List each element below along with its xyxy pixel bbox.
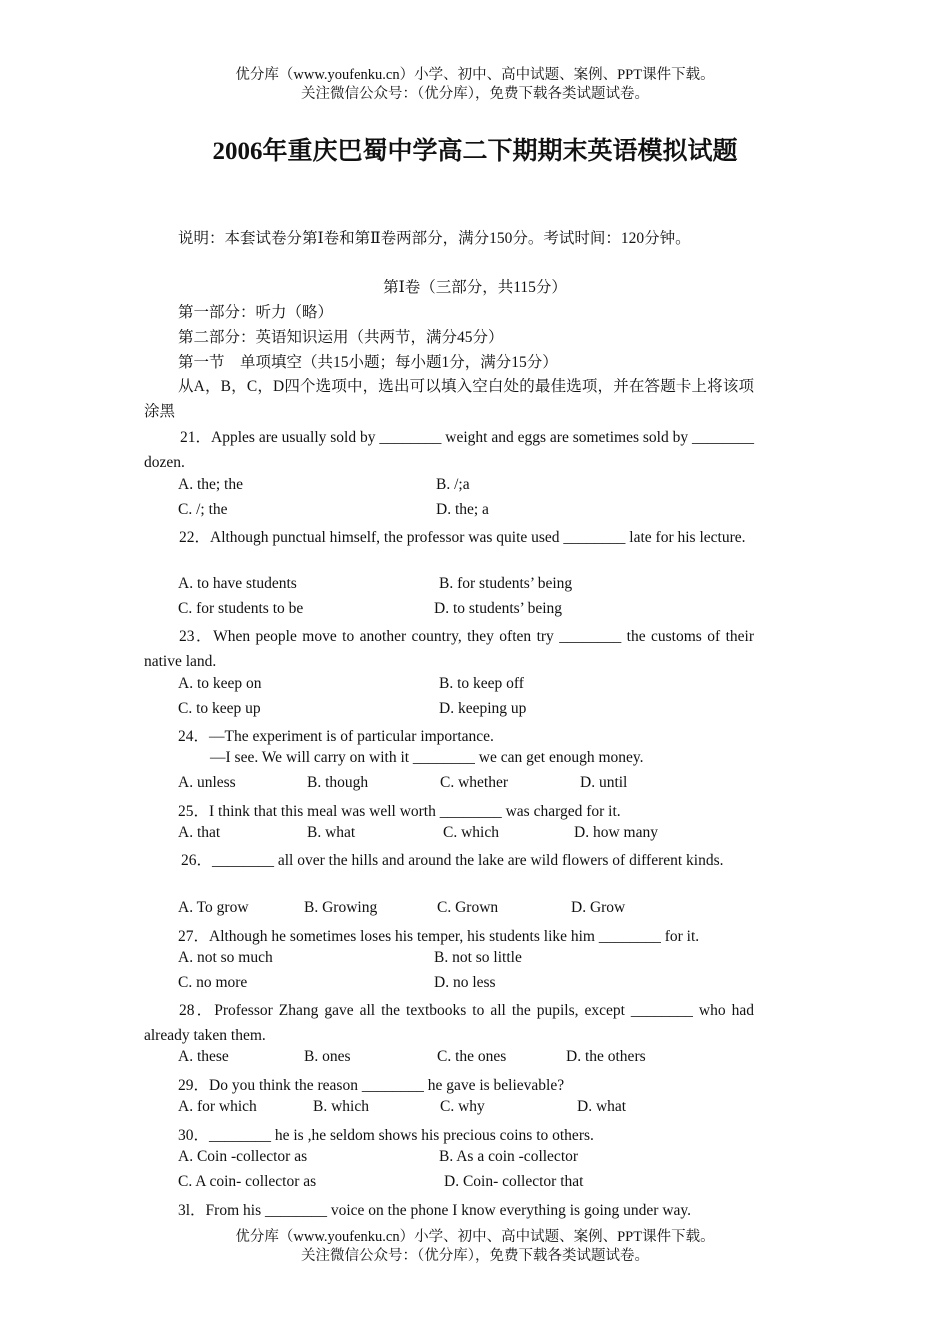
q24-option-b: B. though: [307, 774, 369, 791]
q29-option-b: B. which: [313, 1098, 369, 1115]
q26-option-d: D. Grow: [571, 899, 626, 916]
header-line-1: 优分库（www.youfenku.cn）小学、初中、高中试题、案例、PPT课件下载。: [235, 67, 715, 83]
q24-option-a: A. unless: [178, 774, 236, 791]
exam-instructions: 说明：本套试卷分第Ⅰ卷和第Ⅱ卷两部分，满分150分。考试时间：120分钟。: [178, 230, 691, 247]
footer-line-2: 关注微信公众号：（优分库），免费下载各类试题试卷。: [301, 1248, 649, 1264]
q27-option-a: A. not so much: [178, 949, 273, 966]
part2-heading: 第二部分：英语知识运用（共两节，满分45分）: [178, 329, 504, 346]
question-29-stem: 29．Do you think the reason ________ he gave is believable?: [178, 1077, 565, 1094]
q21-option-a: A. the; the: [178, 476, 243, 493]
question-28-stem: 28．Professor Zhang gave all the textbooks to all the pupils, except ________ who had already taken them.: [144, 1002, 754, 1044]
part1-heading: 第一部分：听力（略）: [178, 304, 334, 321]
q28-option-c: C. the ones: [437, 1048, 507, 1065]
q24-option-d: D. until: [580, 774, 628, 791]
q22-option-b: B. for students’ being: [439, 575, 573, 592]
question-31-stem: 3l．From his ________ voice on the phone I know everything is going under way.: [178, 1202, 692, 1219]
directions: 从A，B，C，D四个选项中，选出可以填入空白处的最佳选项，并在答题卡上将该项涂黑: [144, 378, 754, 420]
q23-option-b: B. to keep off: [439, 675, 524, 692]
q25-option-d: D. how many: [574, 824, 658, 841]
question-22-stem: 22．Although punctual himself, the professor was quite used ________ late for his lecture.: [179, 529, 746, 546]
volume-heading: 第Ⅰ卷（三部分，共115分）: [383, 279, 567, 296]
section1-heading: 第一节 单项填空（共15小题；每小题1分，满分15分）: [178, 354, 558, 371]
q24-option-c: C. whether: [440, 774, 509, 791]
q28-option-a: A. these: [178, 1048, 229, 1065]
q30-option-c: C. A coin- collector as: [178, 1173, 317, 1190]
q30-option-d: D. Coin- collector that: [444, 1173, 584, 1190]
q21-option-c: C. /; the: [178, 501, 228, 518]
question-24-stem: 24．—The experiment is of particular importance.: [178, 728, 494, 745]
q21-option-d: D. the; a: [436, 501, 489, 518]
q29-option-d: D. what: [577, 1098, 627, 1115]
q30-option-a: A. Coin -collector as: [178, 1148, 308, 1165]
q26-option-c: C. Grown: [437, 899, 499, 916]
question-26-stem: 26．________ all over the hills and around the lake are wild flowers of different kinds.: [181, 852, 724, 869]
page-title: 2006年重庆巴蜀中学高二下期期末英语模拟试题: [212, 138, 738, 165]
q21-option-b: B. /;a: [436, 476, 470, 493]
q23-option-c: C. to keep up: [178, 700, 261, 717]
q29-option-a: A. for which: [178, 1098, 257, 1115]
question-30-stem: 30．________ he is ,he seldom shows his precious coins to others.: [178, 1127, 594, 1144]
question-21-stem: 21．Apples are usually sold by ________ weight and eggs are sometimes sold by ________ dozen.: [144, 429, 754, 471]
footer-line-1: 优分库（www.youfenku.cn）小学、初中、高中试题、案例、PPT课件下载。: [235, 1229, 715, 1245]
q25-option-a: A. that: [178, 824, 221, 841]
question-27-stem: 27．Although he sometimes loses his temper, his students like him ________ for it.: [178, 928, 700, 945]
q27-option-b: B. not so little: [434, 949, 522, 966]
question-24-reply: —I see. We will carry on with it ________ we can get enough money.: [210, 749, 644, 766]
q27-option-d: D. no less: [434, 974, 496, 991]
q22-option-a: A. to have students: [178, 575, 297, 592]
q27-option-c: C. no more: [178, 974, 248, 991]
q23-option-d: D. keeping up: [439, 700, 527, 717]
question-25-stem: 25．I think that this meal was well worth ________ was charged for it.: [178, 803, 621, 820]
q25-option-c: C. which: [443, 824, 499, 841]
q23-option-a: A. to keep on: [178, 675, 262, 692]
header-line-2: 关注微信公众号：（优分库），免费下载各类试题试卷。: [301, 86, 649, 102]
q29-option-c: C. why: [440, 1098, 485, 1115]
q26-option-a: A. To grow: [178, 899, 249, 916]
q30-option-b: B. As a coin -collector: [439, 1148, 579, 1165]
q28-option-d: D. the others: [566, 1048, 646, 1065]
question-23-stem: 23．When people move to another country, they often try ________ the customs of their native land.: [144, 628, 754, 670]
q22-option-c: C. for students to be: [178, 600, 304, 617]
q25-option-b: B. what: [307, 824, 356, 841]
q26-option-b: B. Growing: [304, 899, 378, 916]
q22-option-d: D. to students’ being: [434, 600, 563, 617]
q28-option-b: B. ones: [304, 1048, 351, 1065]
